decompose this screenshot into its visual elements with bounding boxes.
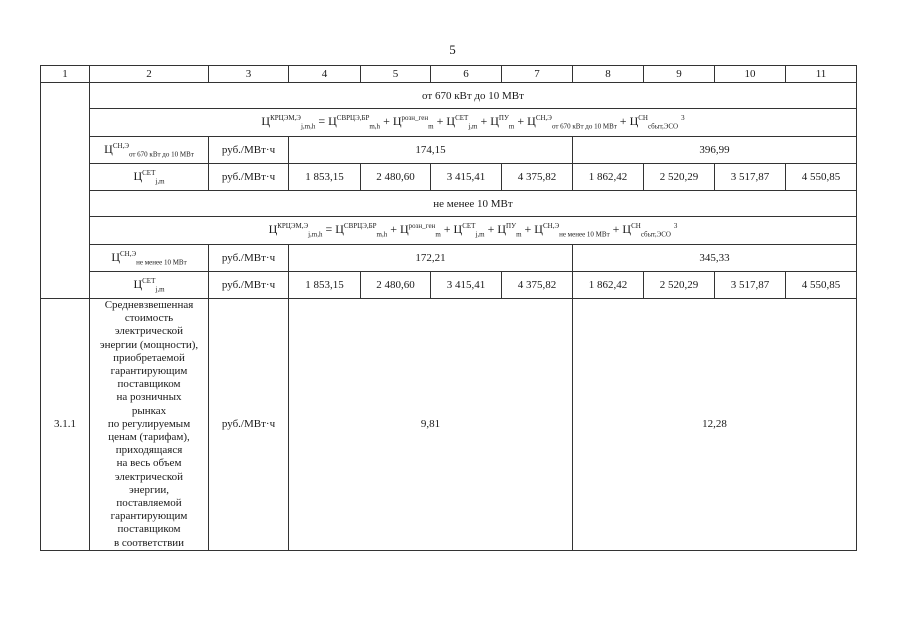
description-line: стоимость bbox=[124, 312, 174, 325]
unit-cell: руб./МВт·ч bbox=[209, 137, 289, 164]
value-cell: 3 415,41 bbox=[431, 272, 502, 299]
price-formula: $Ц^{КРЦЭМ,Э}_{j,m,h} = Ц^{СВРЦЭ,БР}_{m,h} + Ц^{розн\_ген}_m + Ц^{СЕТ}_{j,m} + Ц^{ПУ}_m + Ц^{СН,Э}_{от 670 кВт до 10 МВт} + Ц^{СН}_{сбыт,ЭСО}$ $^3$ bbox=[90, 109, 857, 137]
group-label-row bbox=[41, 83, 857, 109]
group-label-row bbox=[41, 191, 857, 217]
unit-cell: руб./МВт·ч bbox=[209, 299, 289, 551]
description-line: энергии, bbox=[128, 483, 170, 496]
description-line: Средневзвешенная bbox=[104, 299, 194, 311]
table-row bbox=[41, 272, 857, 299]
column-number: 2 bbox=[90, 66, 209, 83]
column-number: 9 bbox=[644, 66, 715, 83]
value-cell: 2 520,29 bbox=[644, 164, 715, 191]
row-number: 3.1.1 bbox=[41, 299, 90, 551]
value-cell: 3 517,87 bbox=[715, 272, 786, 299]
symbol-cell: $Ц^{СН,Э}_{не менее 10 МВт}$ bbox=[90, 245, 209, 272]
description-line: в соответствии bbox=[113, 536, 185, 549]
description-line: гарантирующим bbox=[110, 365, 188, 378]
unit-cell: руб./МВт·ч bbox=[209, 164, 289, 191]
description-lines bbox=[93, 299, 205, 550]
description-line: по регулируемым bbox=[107, 417, 191, 430]
empty-number-cell bbox=[41, 83, 90, 299]
column-number: 3 bbox=[209, 66, 289, 83]
description-line: рынках bbox=[131, 404, 167, 417]
table-row-3-1-1 bbox=[41, 299, 857, 551]
page-number: 5 bbox=[449, 42, 456, 57]
unit-cell: руб./МВт·ч bbox=[209, 245, 289, 272]
column-number: 7 bbox=[502, 66, 573, 83]
value-cell: 3 517,87 bbox=[715, 164, 786, 191]
table-row bbox=[41, 164, 857, 191]
description-line: приобретаемой bbox=[113, 351, 185, 364]
description-line: ценам (тарифам), bbox=[108, 431, 190, 444]
description-line: электрической bbox=[114, 325, 184, 338]
column-number: 11 bbox=[786, 66, 857, 83]
column-number: 6 bbox=[431, 66, 502, 83]
table-row bbox=[41, 245, 857, 272]
price-formula: $Ц^{КРЦЭМ,Э}_{j,m,h} = Ц^{СВРЦЭ,БР}_{m,h} + Ц^{розн\_ген}_m + Ц^{СЕТ}_{j,m} + Ц^{ПУ}_m + Ц^{СН,Э}_{не менее 10 МВт} + Ц^{СН}_{сбыт,ЭСО}$ $^3$ bbox=[90, 217, 857, 245]
value-cell: 396,99 bbox=[573, 137, 857, 164]
value-cell: 4 375,82 bbox=[502, 164, 573, 191]
value-cell: 3 415,41 bbox=[431, 164, 502, 191]
value-cell: 4 550,85 bbox=[786, 272, 857, 299]
column-number: 10 bbox=[715, 66, 786, 83]
symbol-cell: $Ц^{СН,Э}_{от 670 кВт до 10 МВт}$ bbox=[90, 137, 209, 164]
value-cell: 12,28 bbox=[573, 299, 857, 551]
description-line: гарантирующим bbox=[110, 510, 188, 523]
description-line: поставляемой bbox=[116, 497, 182, 510]
column-number: 1 bbox=[41, 66, 90, 83]
value-cell: 2 480,60 bbox=[361, 272, 431, 299]
value-cell: 2 520,29 bbox=[644, 272, 715, 299]
table-row bbox=[41, 137, 857, 164]
description-line: поставщиком bbox=[117, 378, 181, 391]
description-line: поставщиком bbox=[117, 523, 181, 536]
value-cell: 1 853,15 bbox=[289, 164, 361, 191]
description-line: электрической bbox=[114, 470, 184, 483]
value-cell: 1 862,42 bbox=[573, 272, 644, 299]
formula-row bbox=[41, 109, 857, 137]
description-line: приходящаяся bbox=[115, 444, 183, 457]
description-line: энергии (мощности), bbox=[99, 338, 199, 351]
formula-row bbox=[41, 217, 857, 245]
description-line: на розничных bbox=[116, 391, 182, 404]
row-description bbox=[90, 299, 209, 551]
unit-cell: руб./МВт·ч bbox=[209, 272, 289, 299]
column-number-row bbox=[41, 66, 857, 83]
value-cell: 4 550,85 bbox=[786, 164, 857, 191]
value-cell: 1 853,15 bbox=[289, 272, 361, 299]
value-cell: 172,21 bbox=[289, 245, 573, 272]
value-cell: 9,81 bbox=[289, 299, 573, 551]
value-cell: 2 480,60 bbox=[361, 164, 431, 191]
symbol-cell: $Ц^{СЕТ}_{j,m}$ bbox=[90, 164, 209, 191]
tariff-table bbox=[40, 65, 857, 551]
value-cell: 174,15 bbox=[289, 137, 573, 164]
value-cell: 4 375,82 bbox=[502, 272, 573, 299]
column-number: 5 bbox=[361, 66, 431, 83]
group-label: от 670 кВт до 10 МВт bbox=[90, 83, 857, 109]
column-number: 8 bbox=[573, 66, 644, 83]
column-number: 4 bbox=[289, 66, 361, 83]
value-cell: 1 862,42 bbox=[573, 164, 644, 191]
symbol-cell: $Ц^{СЕТ}_{j,m}$ bbox=[90, 272, 209, 299]
value-cell: 345,33 bbox=[573, 245, 857, 272]
description-line: на весь объем bbox=[116, 457, 182, 470]
group-label: не менее 10 МВт bbox=[90, 191, 857, 217]
